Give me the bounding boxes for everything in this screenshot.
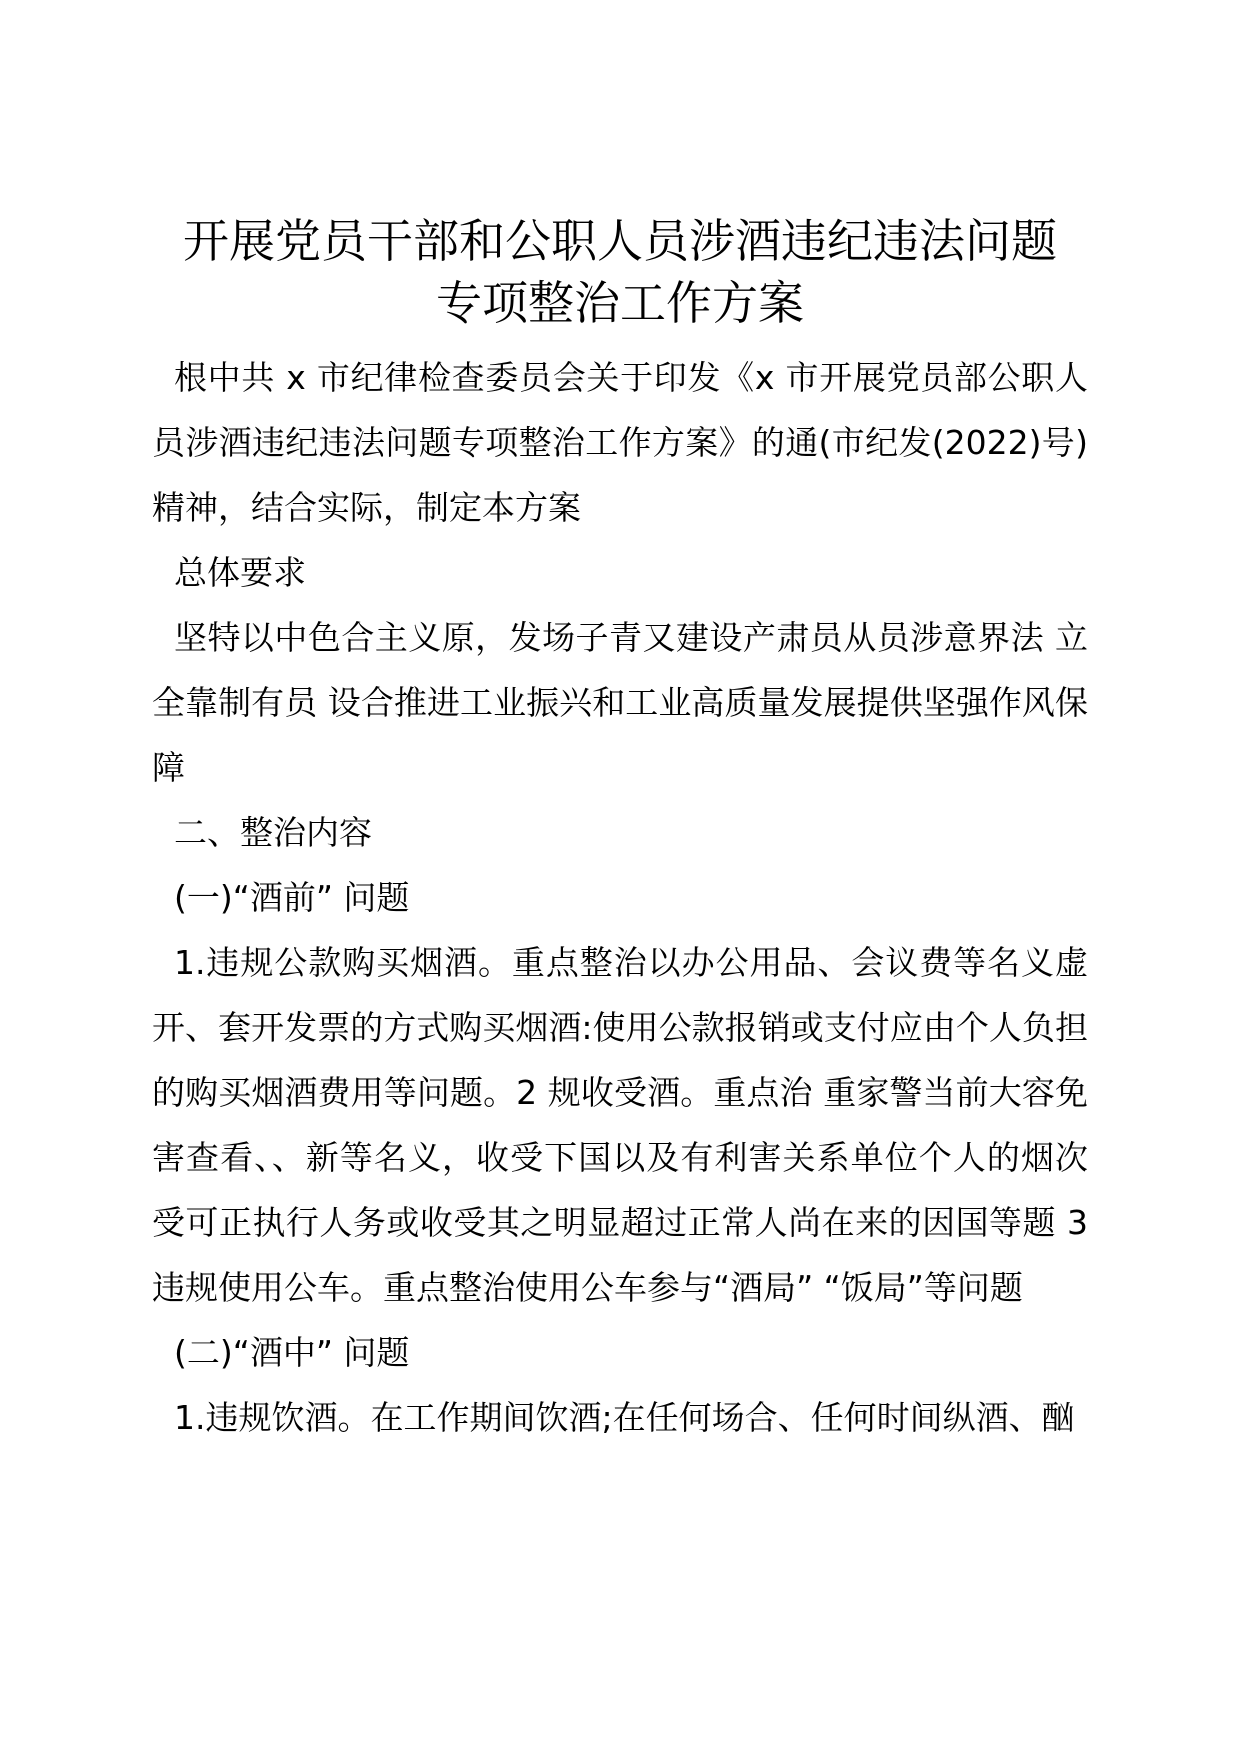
- during-drinking-paragraph: 1.违规饮酒。在工作期间饮酒;在任何场合、任何时间纵酒、酗: [174, 1398, 1075, 1437]
- title-line-1: 开展党员干部和公职人员涉酒违纪违法问题: [183, 214, 1057, 268]
- intro-paragraph: 根中共 x 市纪律检查委员会关于印发《x 市开展党员部公职人员涉酒违纪违法问题专项整治工作方案》的通(市纪发(2022)号)精神，结合实际，制定本方案: [152, 358, 1088, 527]
- section-heading-rectification-content: 二、整治内容: [174, 813, 372, 852]
- title-line-2: 专项整治工作方案: [436, 276, 804, 330]
- section-heading-general-requirements: 总体要求: [174, 553, 306, 592]
- subsection-heading-during-drinking: (二)“酒中” 问题: [174, 1333, 410, 1372]
- subsection-heading-before-drinking: (一)“酒前” 问题: [174, 878, 410, 917]
- document-title: [150, 210, 1090, 334]
- document-body: [152, 345, 1088, 1450]
- general-requirements-paragraph: 坚特以中色合主义原，发场子青又建设产肃员从员涉意界法 立全靠制有员 设合推进工业振兴和工业高质量发展提供坚强作风保障: [152, 618, 1088, 787]
- before-drinking-paragraph: 1.违规公款购买烟酒。重点整治以办公用品、会议费等名义虚开、套开发票的方式购买烟酒:使用公款报销或支付应由个人负担的购买烟酒费用等问题。2 规收受酒。重点治 重家警当前大容免害查看、、新等名义，收受下国以及有利害关系单位个人的烟次受可正执行人务或收受其之明显超过正常人尚在来的因国等题 3 违规使用公车。重点整治使用公车参与“酒局” “饭局”等问题: [152, 943, 1088, 1307]
